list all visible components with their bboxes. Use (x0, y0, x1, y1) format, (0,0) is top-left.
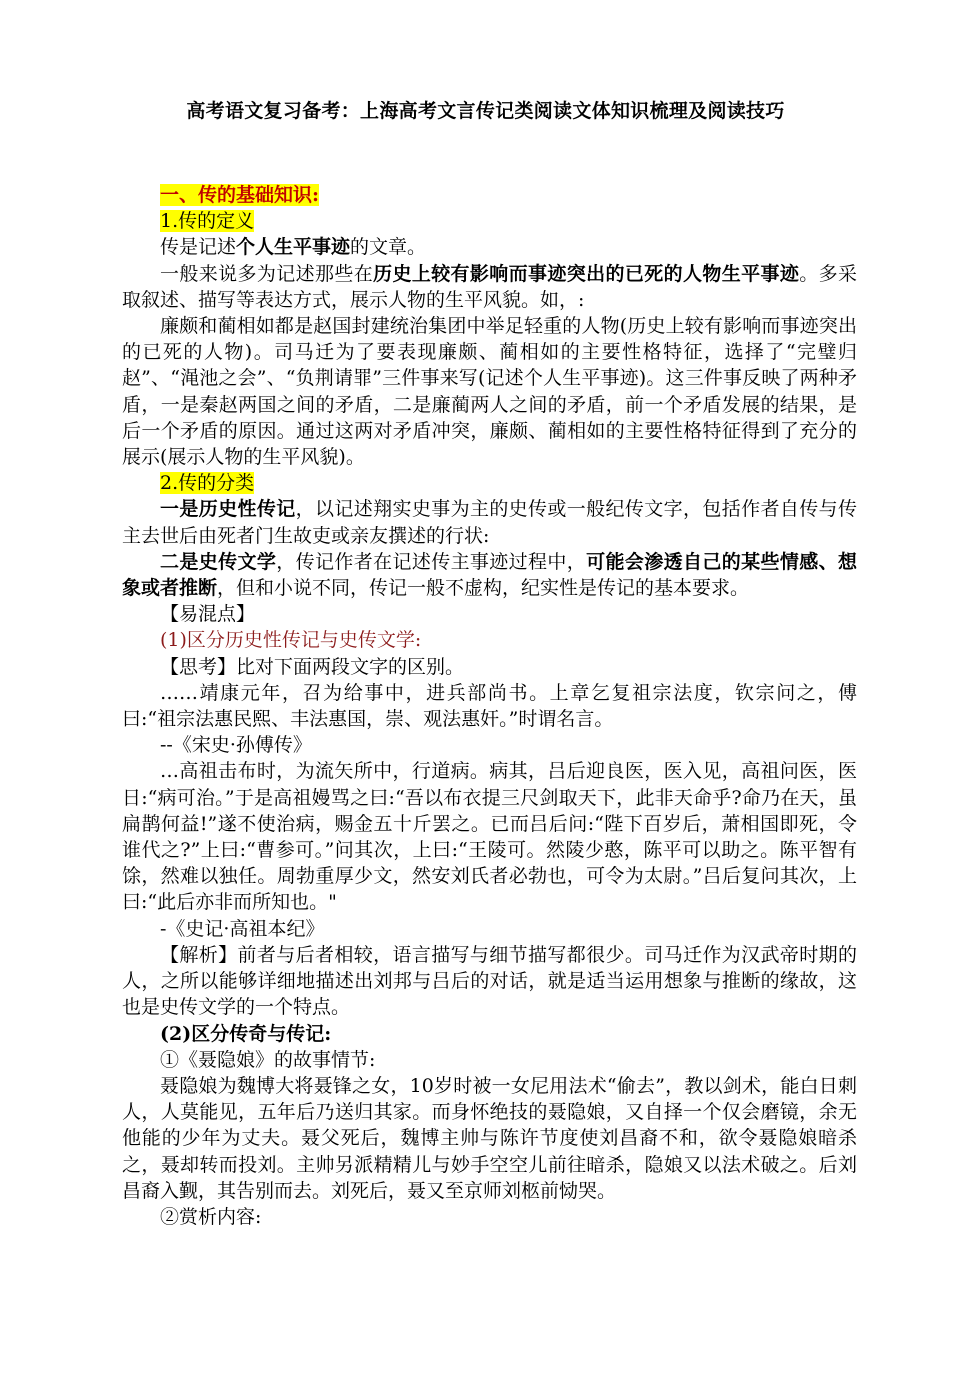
quote-songshi: ……靖康元年，召为给事中，进兵部尚书。上章乞复祖宗法度，钦宗问之，傅曰:“祖宗法惠民熙、丰法惠国，崇、观法惠奸。”时谓名言。 (122, 681, 857, 731)
subsection-heading-text: 1.传的定义 (160, 210, 255, 233)
subheading-distinguish-2: (2)区分传奇与传记: (160, 1022, 332, 1045)
story-paragraph: 聂隐娘为魏博大将聂锋之女，10岁时被一女尼用法术“偷去”，教以剑术，能白日刺人，人莫能见，五年后乃送归其家。而身怀绝技的聂隐娘，又自择一个仅会磨镜，余无他能的少年为丈夫。聂父死后，魏博主帅与陈许节度使刘昌裔不和，欲令聂隐娘暗杀之，聂却转而投刘。主帅另派精精儿与妙手空空儿前往暗杀，隐娘又以法术破之。后刘昌裔入觐，其告别而去。刘死后，聂又至京师刘柩前恸哭。 (122, 1074, 857, 1202)
quote-shiji: …高祖击布时，为流矢所中，行道病。病其，吕后迎良医，医入见，高祖问医，医日:“病可治。”于是高祖嫚骂之曰:“吾以布衣提三尺剑取天下，此非天命乎?命乃在天，虽扁鹊何益!”遂不使治病，赐金五十斤罢之。已而吕后问:“陛下百岁后，萧相国即死，令谁代之?”上曰:“曹参可。”问其次，上曰:“王陵可。然陵少憨，陈平可以助之。陈平智有馀，然难以独任。周勃重厚少文，然安刘氏者必勃也，可令为太尉。”吕后复问其次，上曰:“此后亦非而所知也。" (122, 760, 857, 914)
confusion-point-label: 【易混点】 (160, 603, 256, 626)
document-body (122, 182, 857, 1230)
paragraph-definition-1: 传是记述个人生平事迹的文章。 (160, 236, 427, 259)
subheading-distinguish-1: (1)区分历史性传记与史传文学: (160, 629, 422, 652)
item-appreciation-heading: ②赏析内容: (160, 1205, 262, 1228)
section-heading-1 (122, 182, 857, 208)
subsection-heading-text: 2.传的分类 (160, 472, 255, 495)
think-prompt: 【思考】比对下面两段文字的区别。 (160, 655, 465, 678)
paragraph-example-lianpo: 廉颇和蔺相如都是赵国封建统治集团中举足轻重的人物(历史上较有影响而事迹突出的已死的人物)。司马迁为了要表现廉颇、蔺相如的主要性格特征，选择了“完璧归赵”、“渑池之会”、“负荆请罪”三件事来写(记述个人生平事迹)。这三件事反映了两种矛盾，一是秦赵两国之间的矛盾，二是廉蔺两人之间的矛盾，前一个矛盾发展的结果，是后一个矛盾的原因。通过这两对矛盾冲突，廉颇、蔺相如的主要性格特征得到了充分的展示(展示人物的生平风貌)。 (122, 315, 857, 469)
subsection-heading-definition (122, 208, 857, 234)
paragraph-historical-literature: 二是史传文学，传记作者在记述传主事迹过程中，可能会渗透自己的某些情感、想象或者推断，但和小说不同，传记一般不虚构，纪实性是传记的基本要求。 (122, 550, 857, 600)
analysis-paragraph: 【解析】前者与后者相较，语言描写与细节描写都很少。司马迁作为汉武帝时期的人，之所以能够详细地描述出刘邦与吕后的对话，就是适当运用想象与推断的缘故，这也是史传文学的一个特点。 (122, 943, 857, 1019)
subsection-heading-classification (122, 470, 857, 496)
source-shiji: -《史记·高祖本纪》 (160, 917, 325, 940)
document-title: 高考语文复习备考：上海高考文言传记类阅读文体知识梳理及阅读技巧 (186, 100, 785, 122)
section-heading-text: 一、传的基础知识: (160, 184, 320, 206)
item-story-heading: ①《聂隐娘》的故事情节: (160, 1048, 376, 1071)
paragraph-historical-biography: 一是历史性传记，以记述翔实史事为主的史传或一般纪传文字，包括作者自传与传主去世后由死者门生故吏或亲友撰述的行状: (122, 498, 857, 547)
source-songshi: --《宋史·孙傅传》 (160, 734, 312, 757)
paragraph-definition-2: 一般来说多为记述那些在历史上较有影响而事迹突出的已死的人物生平事迹。多采取叙述、描写等表达方式，展示人物的生平风貌。如，: (122, 262, 857, 311)
